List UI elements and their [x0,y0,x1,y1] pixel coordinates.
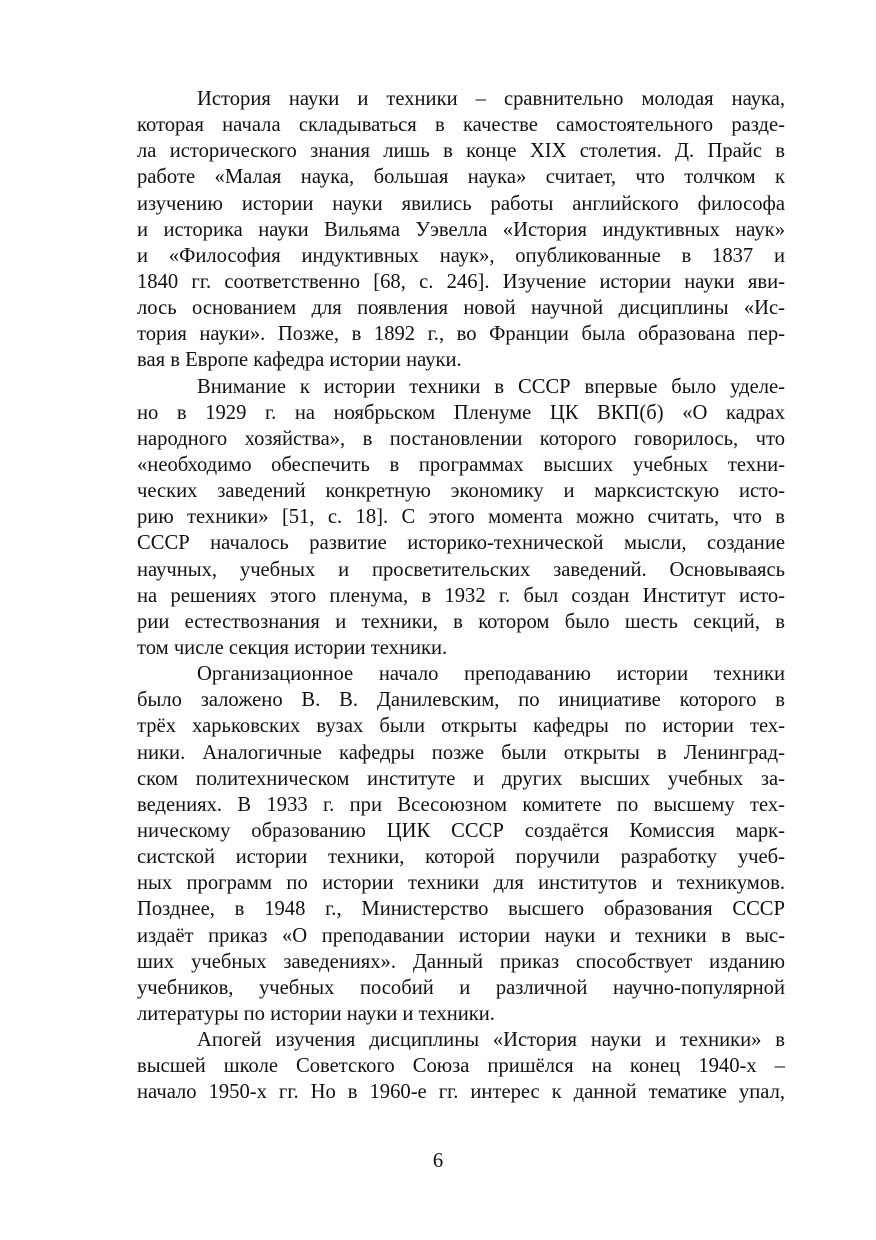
paragraph [137,374,785,662]
text-line: было заложено В. В. Данилевским, по инициативе которого в [137,689,785,712]
text-line: лось основанием для появления новой научной дисциплины «Ис- [137,297,785,320]
text-line: научных, учебных и просветительских заведений. Основываясь [137,558,785,581]
text-line: которая начала складываться в качестве самостоятельного разде- [137,114,785,137]
text-line: но в 1929 г. на ноябрьском Пленуме ЦК ВКП(б) «О кадрах [137,401,785,424]
text-line: народного хозяйства», в постановлении которого говорилось, что [137,427,785,450]
page-number: 6 [432,1150,444,1172]
text-line: рию техники» [51, с. 18]. С этого момента можно считать, что в [137,506,785,529]
text-line: на решениях этого пленума, в 1932 г. был создан Институт исто- [137,584,785,607]
text-line: начало 1950-х гг. Но в 1960-е гг. интерес к данной тематике упал, [137,1081,785,1104]
text-line: и «Философия индуктивных наук», опубликованные в 1837 и [137,244,785,267]
paragraph [137,1027,785,1105]
text-line: литературы по истории науки и техники. [137,1002,495,1025]
text-line: изучению истории науки явились работы английского философа [137,192,785,215]
text-line: Внимание к истории техники в СССР впервые было уделе- [197,375,785,398]
text-line: ших учебных заведениях». Данный приказ способствует изданию [137,950,785,973]
text-line: СССР началось развитие историко-технической мысли, создание [137,532,785,555]
text-line: вая в Европе кафедра истории науки. [137,349,462,372]
text-line: ники. Аналогичные кафедры позже были открыты в Ленинград- [137,741,785,764]
body-text [137,86,785,1105]
text-line: ском политехническом институте и других высших учебных за- [137,767,785,790]
text-line: работе «Малая наука, большая наука» считает, что толчком к [137,166,785,189]
text-line: ведениях. В 1933 г. при Всесоюзном комитете по высшему тех- [137,793,785,816]
text-line: ных программ по истории техники для институтов и техникумов. [137,872,785,895]
text-line: и историка науки Вильяма Уэвелла «История индуктивных наук» [137,218,785,241]
paragraph [137,86,785,374]
text-line: ческих заведений конкретную экономику и марксистскую исто- [137,480,785,503]
text-line: рии естествознания и техники, в котором было шесть секций, в [137,610,785,633]
text-line: учебников, учебных пособий и различной научно-популярной [137,976,785,999]
text-line: ла исторического знания лишь в конце XIX столетия. Д. Прайс в [137,140,785,163]
text-line: том числе секция истории техники. [137,636,448,659]
text-line: трёх харьковских вузах были открыты кафедры по истории тех- [137,715,785,738]
text-line: «необходимо обеспечить в программах высших учебных техни- [137,453,785,476]
text-line: 1840 гг. соответственно [68, с. 246]. Изучение истории науки яви- [137,270,785,293]
text-line: высшей школе Советского Союза пришёлся на конец 1940-х – [137,1055,785,1078]
text-line: История науки и техники – сравнительно молодая наука, [197,88,785,110]
text-line: систской истории техники, которой поручили разработку учеб- [137,846,785,869]
text-line: тория науки». Позже, в 1892 г., во Франции была образована пер- [137,323,785,346]
text-line: Организационное начало преподаванию истории техники [197,663,785,686]
text-line: издаёт приказ «О преподавании истории науки и техники в выс- [137,924,785,947]
text-line: ническому образованию ЦИК СССР создаётся Комиссия марк- [137,819,785,842]
paragraph [137,661,785,1027]
text-line: Позднее, в 1948 г., Министерство высшего образования СССР [137,898,785,921]
text-line: Апогей изучения дисциплины «История науки и техники» в [197,1029,785,1052]
